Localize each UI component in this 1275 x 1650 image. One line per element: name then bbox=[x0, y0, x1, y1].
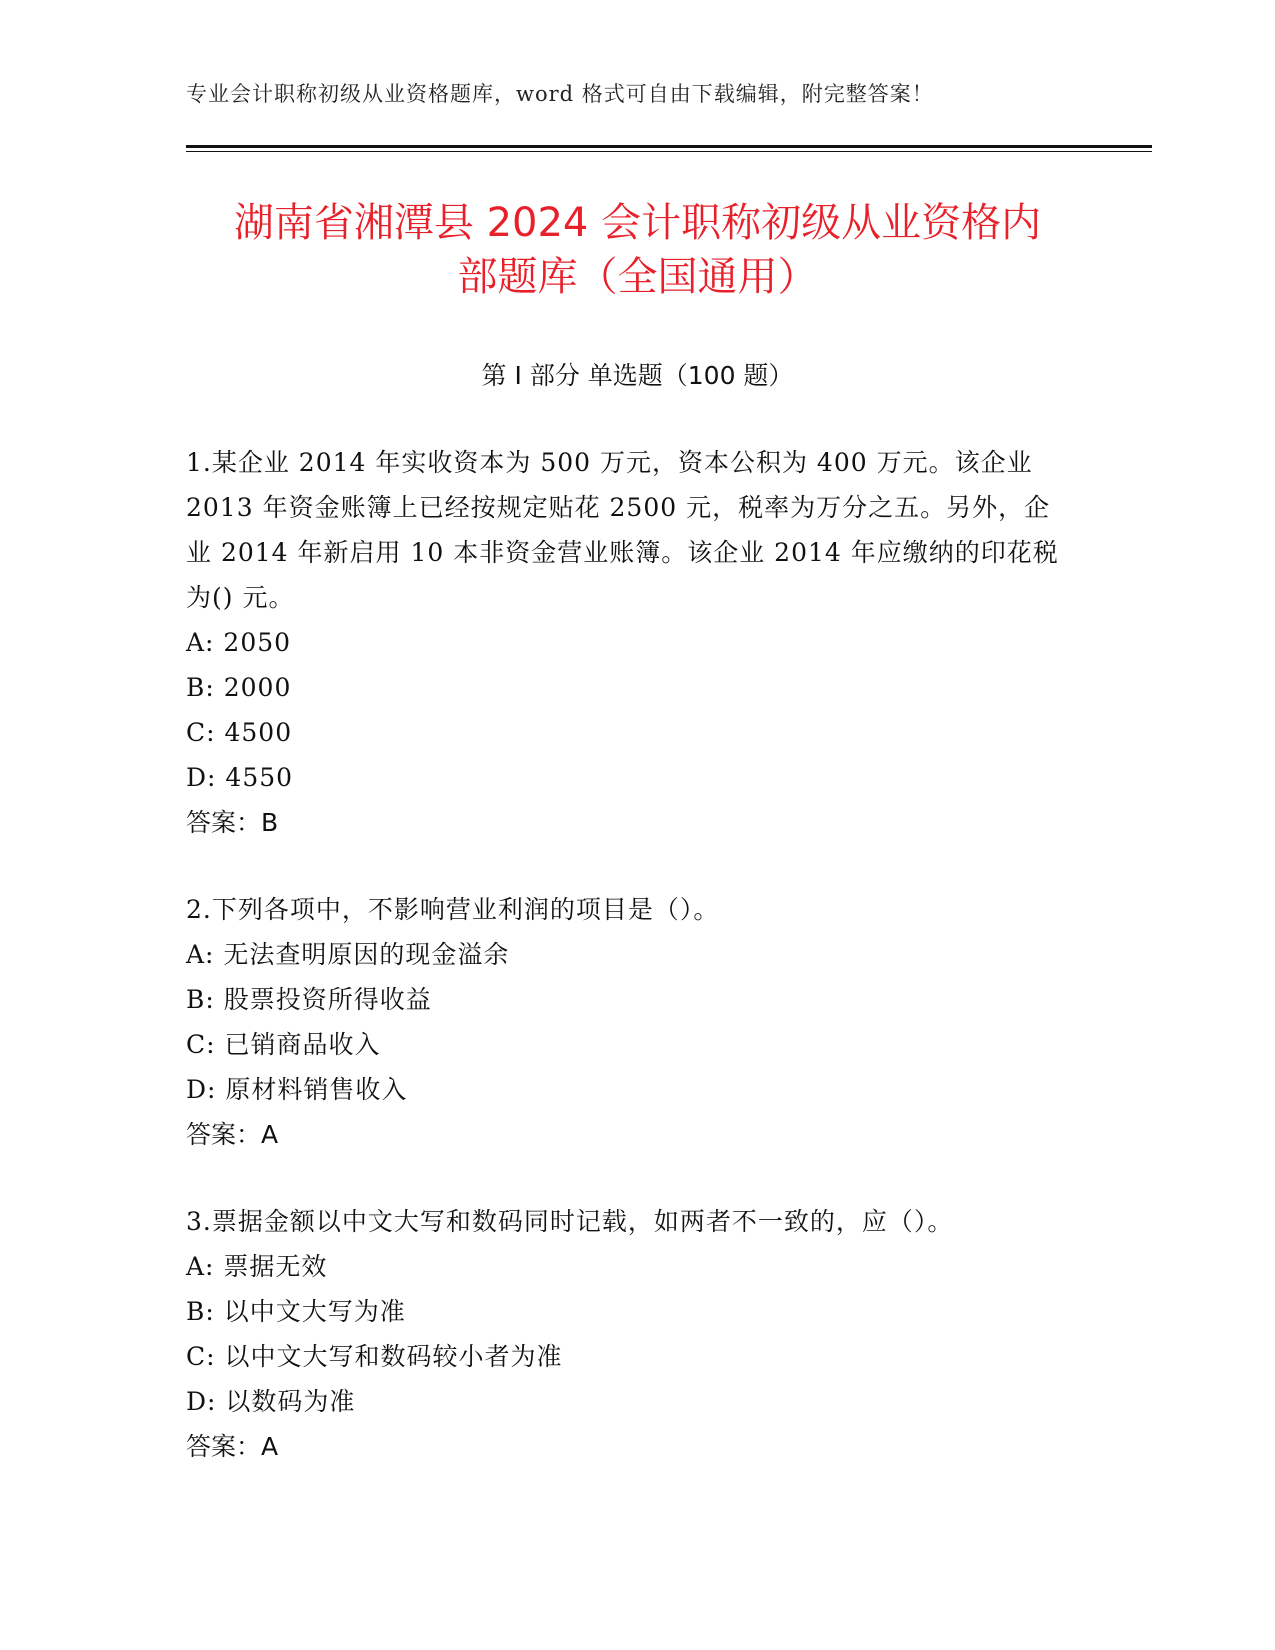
option-list bbox=[186, 932, 1066, 1112]
option-d: D: 4550 bbox=[186, 763, 294, 792]
document-title-line-2: 部题库（全国通用） bbox=[457, 254, 818, 300]
option-a: A: 票据无效 bbox=[186, 1252, 328, 1281]
header-rule-thick bbox=[186, 145, 1152, 148]
question-answer: 答案：A bbox=[186, 1432, 279, 1461]
option-d: D: 以数码为准 bbox=[186, 1387, 356, 1416]
question-list bbox=[186, 440, 1066, 1511]
option-c: C: 以中文大写和数码较小者为准 bbox=[186, 1342, 563, 1371]
option-a: A: 2050 bbox=[186, 628, 292, 657]
question-answer: 答案：A bbox=[186, 1120, 279, 1149]
option-d: D: 原材料销售收入 bbox=[186, 1075, 408, 1104]
question-1 bbox=[186, 440, 1066, 845]
option-list bbox=[186, 1244, 1066, 1424]
document-title-line-1: 湖南省湘潭县 2024 会计职称初级从业资格内 bbox=[233, 200, 1042, 246]
question-stem: 2.下列各项中，不影响营业利润的项目是（）。 bbox=[186, 895, 720, 924]
question-stem: 3.票据金额以中文大写和数码同时记载，如两者不一致的，应（）。 bbox=[186, 1207, 954, 1236]
question-3 bbox=[186, 1199, 1066, 1469]
question-2 bbox=[186, 887, 1066, 1157]
section-title: 第 I 部分 单选题（100 题） bbox=[481, 361, 794, 390]
option-b: B: 以中文大写为准 bbox=[186, 1297, 406, 1326]
option-c: C: 已销商品收入 bbox=[186, 1030, 381, 1059]
option-list bbox=[186, 620, 1066, 800]
question-answer: 答案：B bbox=[186, 808, 279, 837]
header-note: 专业会计职称初级从业资格题库，word 格式可自由下载编辑，附完整答案！ bbox=[186, 82, 934, 106]
option-a: A: 无法查明原因的现金溢余 bbox=[186, 940, 510, 969]
document-title bbox=[186, 196, 1089, 304]
option-c: C: 4500 bbox=[186, 718, 293, 747]
header-rule-thin bbox=[186, 151, 1152, 152]
option-b: B: 股票投资所得收益 bbox=[186, 985, 432, 1014]
option-b: B: 2000 bbox=[186, 673, 292, 702]
question-stem: 1.某企业 2014 年实收资本为 500 万元，资本公积为 400 万元。该企业 2013 年资金账簿上已经按规定贴花 2500 元，税率为万分之五。另外，企业 2014 年新启用 10 本非资金营业账簿。该企业 2014 年应缴纳的印花税为() 元。 bbox=[186, 448, 1059, 612]
